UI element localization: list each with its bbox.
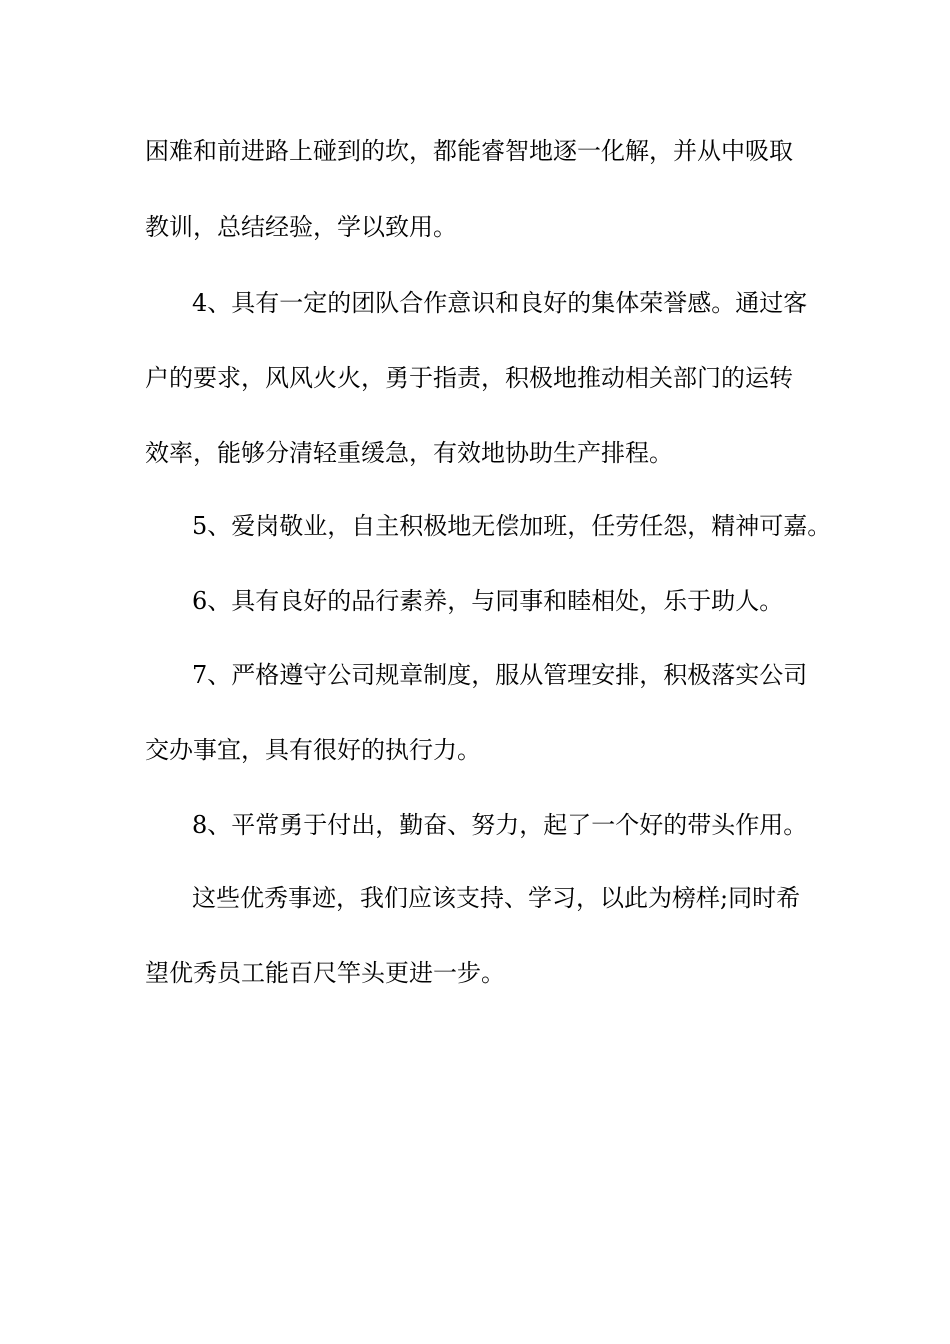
closing-paragraph-line-1: 这些优秀事迹，我们应该支持、学习，以此为榜样;同时希 (192, 884, 801, 912)
item-4-line-3: 效率，能够分清轻重缓急，有效地协助生产排程。 (145, 439, 673, 467)
item-4-line-1: 4、具有一定的团队合作意识和良好的集体荣誉感。通过客 (192, 289, 808, 317)
item-4-line-2: 户的要求，风风火火，勇于指责，积极地推动相关部门的运转 (145, 364, 793, 392)
closing-paragraph-line-2: 望优秀员工能百尺竿头更进一步。 (145, 959, 505, 987)
item-8-line-1: 8、平常勇于付出，勤奋、努力，起了一个好的带头作用。 (192, 811, 808, 839)
paragraph-3-continued-line-1: 困难和前进路上碰到的坎，都能睿智地逐一化解，并从中吸取 (145, 137, 793, 165)
paragraph-3-continued-line-2: 教训，总结经验，学以致用。 (145, 213, 457, 241)
item-7-line-2: 交办事宜，具有很好的执行力。 (145, 736, 481, 764)
item-7-line-1: 7、严格遵守公司规章制度，服从管理安排，积极落实公司 (192, 661, 808, 689)
item-5-line-1: 5、爱岗敬业，自主积极地无偿加班，任劳任怨，精神可嘉。 (192, 512, 832, 540)
item-6-line-1: 6、具有良好的品行素养，与同事和睦相处，乐于助人。 (192, 587, 784, 615)
